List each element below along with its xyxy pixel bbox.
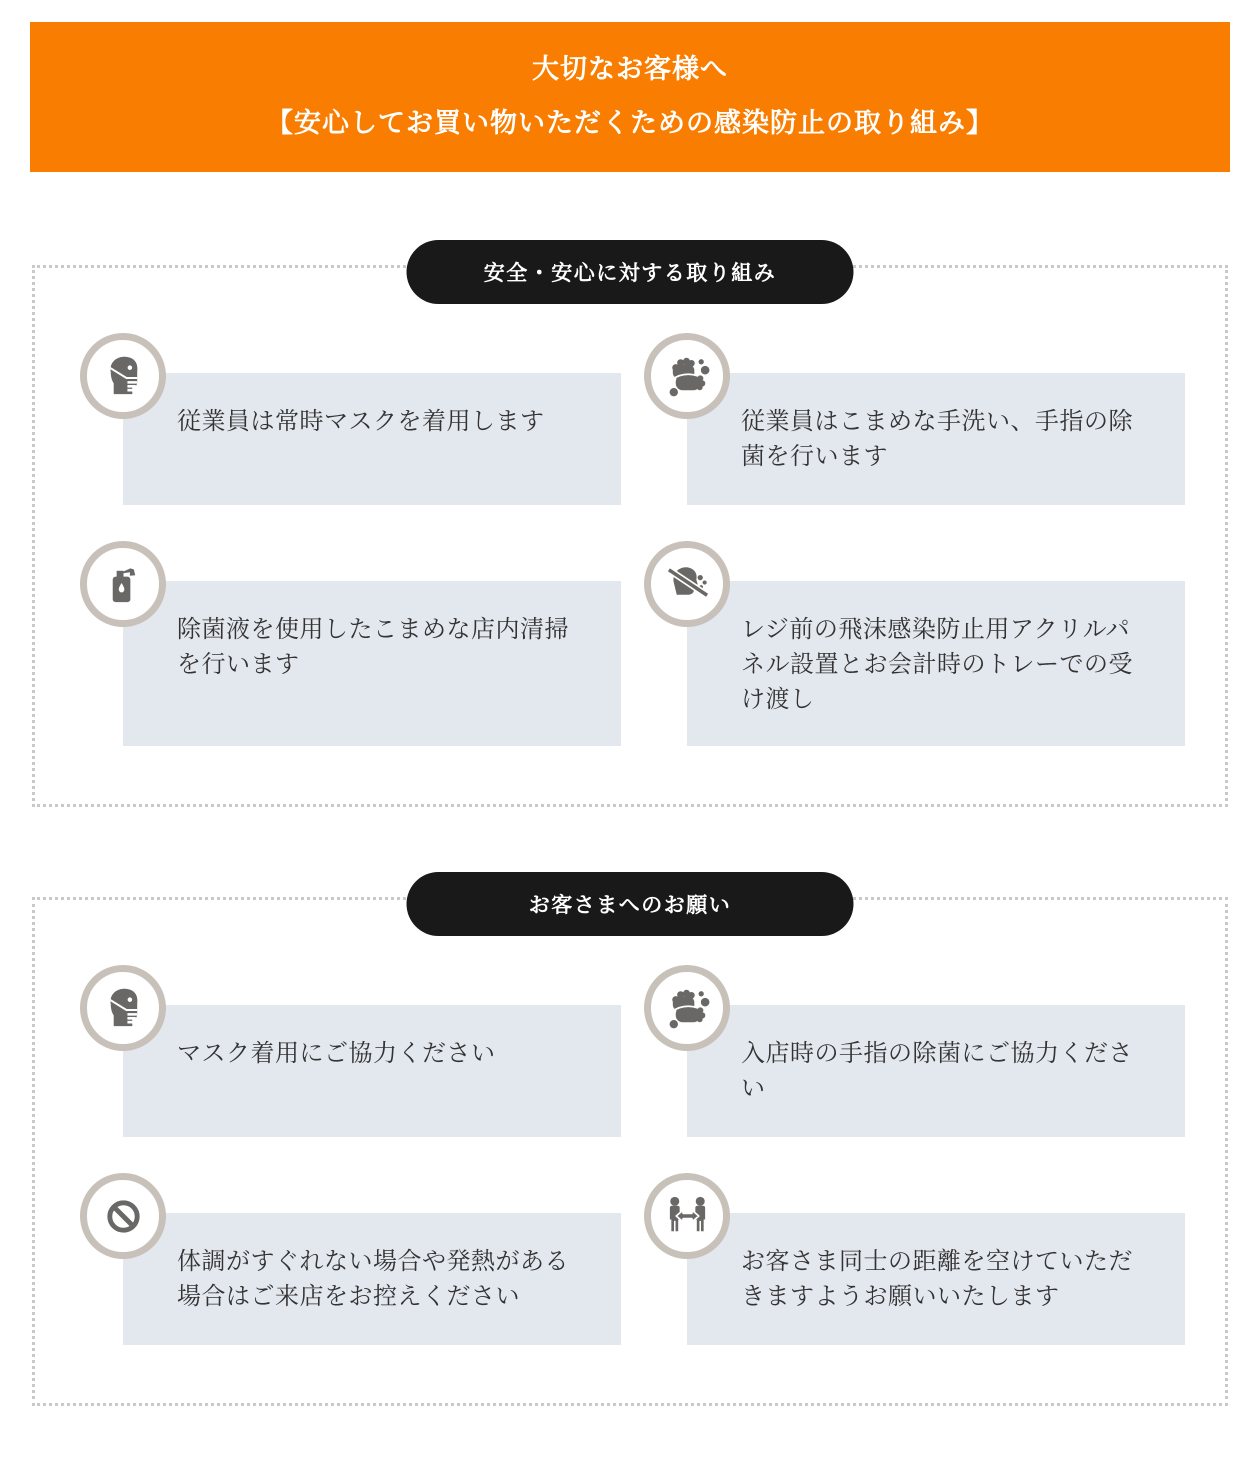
list-item bbox=[83, 373, 621, 505]
items-grid bbox=[83, 1005, 1185, 1345]
item-text: お客さま同士の距離を空けていただきますようお願いいたします bbox=[687, 1213, 1185, 1345]
list-item bbox=[83, 1213, 621, 1345]
spray-bottle-icon bbox=[80, 541, 166, 627]
droplet-block-icon bbox=[644, 541, 730, 627]
item-text: 入店時の手指の除菌にご協力ください bbox=[687, 1005, 1185, 1137]
list-item bbox=[647, 581, 1185, 746]
list-item bbox=[647, 1213, 1185, 1345]
list-item bbox=[647, 1005, 1185, 1137]
mask-face-icon bbox=[80, 333, 166, 419]
social-distance-icon bbox=[644, 1173, 730, 1259]
items-grid bbox=[83, 373, 1185, 746]
item-text: 体調がすぐれない場合や発熱がある場合はご来店をお控えください bbox=[123, 1213, 621, 1345]
prohibition-icon bbox=[80, 1173, 166, 1259]
section-safety-initiatives bbox=[32, 262, 1228, 807]
banner-subtitle: 【安心してお買い物いただくための感染防止の取り組み】 bbox=[266, 108, 994, 138]
section-title-pill: お客さまへのお願い bbox=[407, 872, 854, 936]
hand-wash-icon bbox=[644, 333, 730, 419]
banner-title: 大切なお客様へ bbox=[532, 54, 728, 85]
item-text: レジ前の飛沫感染防止用アクリルパネル設置とお会計時のトレーでの受け渡し bbox=[687, 581, 1185, 746]
section-customer-requests bbox=[32, 894, 1228, 1406]
list-item bbox=[647, 373, 1185, 505]
item-text: 除菌液を使用したこまめな店内清掃を行います bbox=[123, 581, 621, 746]
item-text: 従業員は常時マスクを着用します bbox=[123, 373, 621, 505]
section-title-pill: 安全・安心に対する取り組み bbox=[407, 240, 854, 304]
list-item bbox=[83, 581, 621, 746]
item-text: 従業員はこまめな手洗い、手指の除菌を行います bbox=[687, 373, 1185, 505]
notice-banner bbox=[30, 22, 1230, 172]
list-item bbox=[83, 1005, 621, 1137]
hand-wash-icon bbox=[644, 965, 730, 1051]
item-text: マスク着用にご協力ください bbox=[123, 1005, 621, 1137]
mask-face-icon bbox=[80, 965, 166, 1051]
